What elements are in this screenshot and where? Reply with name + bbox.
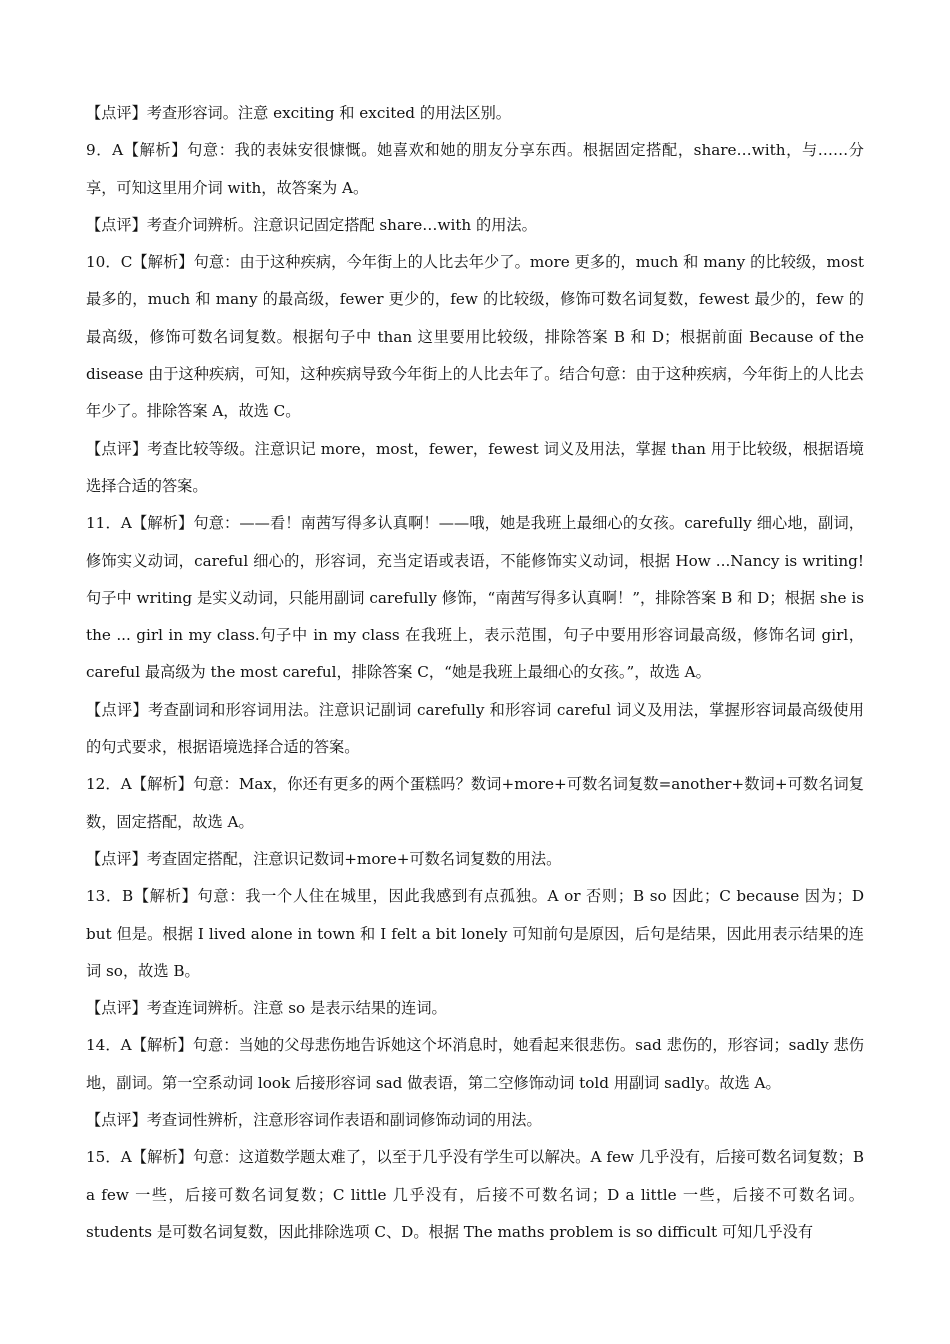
paragraph-comment-9: 【点评】考查介词辨析。注意识记固定搭配 share…with 的用法。 <box>86 215 537 234</box>
paragraph-comment-10: 【点评】考查比较等级。注意识记 more，most，fewer，fewest 词义及用法，掌握 than 用于比较级，根据语境选择合适的答案。 <box>86 439 864 495</box>
paragraph-answer-10: 10．C【解析】句意：由于这种疾病，今年街上的人比去年少了。more 更多的，much 和 many 的比较级，most 最多的，much 和 many 的最高级，fewer 更少的，few 的比较级，修饰可数名词复数，fewest 最少的，few 的最高级，修饰可数名词复数。根据句子中 than 这里要用比较级，排除答案 B 和 D；根据前面 Because of the disease 由于这种疾病，可知，这种疾病导致今年街上的人比去年了。结合句意：由于这种疾病，今年街上的人比去年少了。排除答案 A，故选 C。 <box>86 253 864 421</box>
paragraph-comment-12: 【点评】考查固定搭配，注意识记数词+more+可数名词复数的用法。 <box>86 849 562 868</box>
paragraph-comment-14: 【点评】考查词性辨析，注意形容词作表语和副词修饰动词的用法。 <box>86 1111 542 1130</box>
paragraph-comment-11: 【点评】考查副词和形容词用法。注意识记副词 carefully 和形容词 careful 词义及用法，掌握形容词最高级使用的句式要求，根据语境选择合适的答案。 <box>86 700 864 757</box>
paragraph-answer-12: 12．A【解析】句意：Max，你还有更多的两个蛋糕吗？数词+more+可数名词复数=another+数词+可数名词复数，固定搭配，故选 A。 <box>86 775 864 831</box>
paragraph-answer-9: 9．A【解析】句意：我的表妹安很慷慨。她喜欢和她的朋友分享东西。根据固定搭配，share…with，与……分享，可知这里用介词 with，故答案为 A。 <box>86 141 864 197</box>
paragraph-comment-13: 【点评】考查连词辨析。注意 so 是表示结果的连词。 <box>86 999 447 1018</box>
paragraph-answer-11: 11．A【解析】句意：——看！南茜写得多认真啊！——哦，她是我班上最细心的女孩。carefully 细心地，副词，修饰实义动词，careful 细心的，形容词，充当定语或表语，不能修饰实义动词，根据 How ...Nancy is writing!句子中 writing 是实义动词，只能用副词 carefully 修饰，“南茜写得多认真啊！”，排除答案 B 和 D；根据 she is the ... girl in my class.句子中 in my class 在我班上，表示范围，句子中要用形容词最高级，修饰名词 girl，careful 最高级为 the most careful，排除答案 C，“她是我班上最细心的女孩。”，故选 A。 <box>86 514 864 682</box>
paragraph-answer-15: 15．A【解析】句意：这道数学题太难了，以至于几乎没有学生可以解决。A few 几乎没有，后接可数名词复数；B a few 一些，后接可数名词复数；C little 几乎没有，后接不可数名词；D a little 一些，后接不可数名词。students 是可数名词复数，因此排除选项 C、D。根据 The maths problem is so difficult 可知几乎没有 <box>86 1148 864 1241</box>
paragraph-answer-14: 14．A【解析】句意：当她的父母悲伤地告诉她这个坏消息时，她看起来很悲伤。sad 悲伤的，形容词；sadly 悲伤地，副词。第一空系动词 look 后接形容词 sad 做表语，第二空修饰动词 told 用副词 sadly。故选 A。 <box>86 1036 864 1092</box>
paragraph-comment-8: 【点评】考查形容词。注意 exciting 和 excited 的用法区别。 <box>86 104 511 122</box>
paragraph-answer-13: 13．B【解析】句意：我一个人住在城里，因此我感到有点孤独。A or 否则；B so 因此；C because 因为；D but 但是。根据 I lived alone in town 和 I felt a bit lonely 可知前句是原因，后句是结果，因此用表示结果的连词 so，故选 B。 <box>86 887 864 980</box>
